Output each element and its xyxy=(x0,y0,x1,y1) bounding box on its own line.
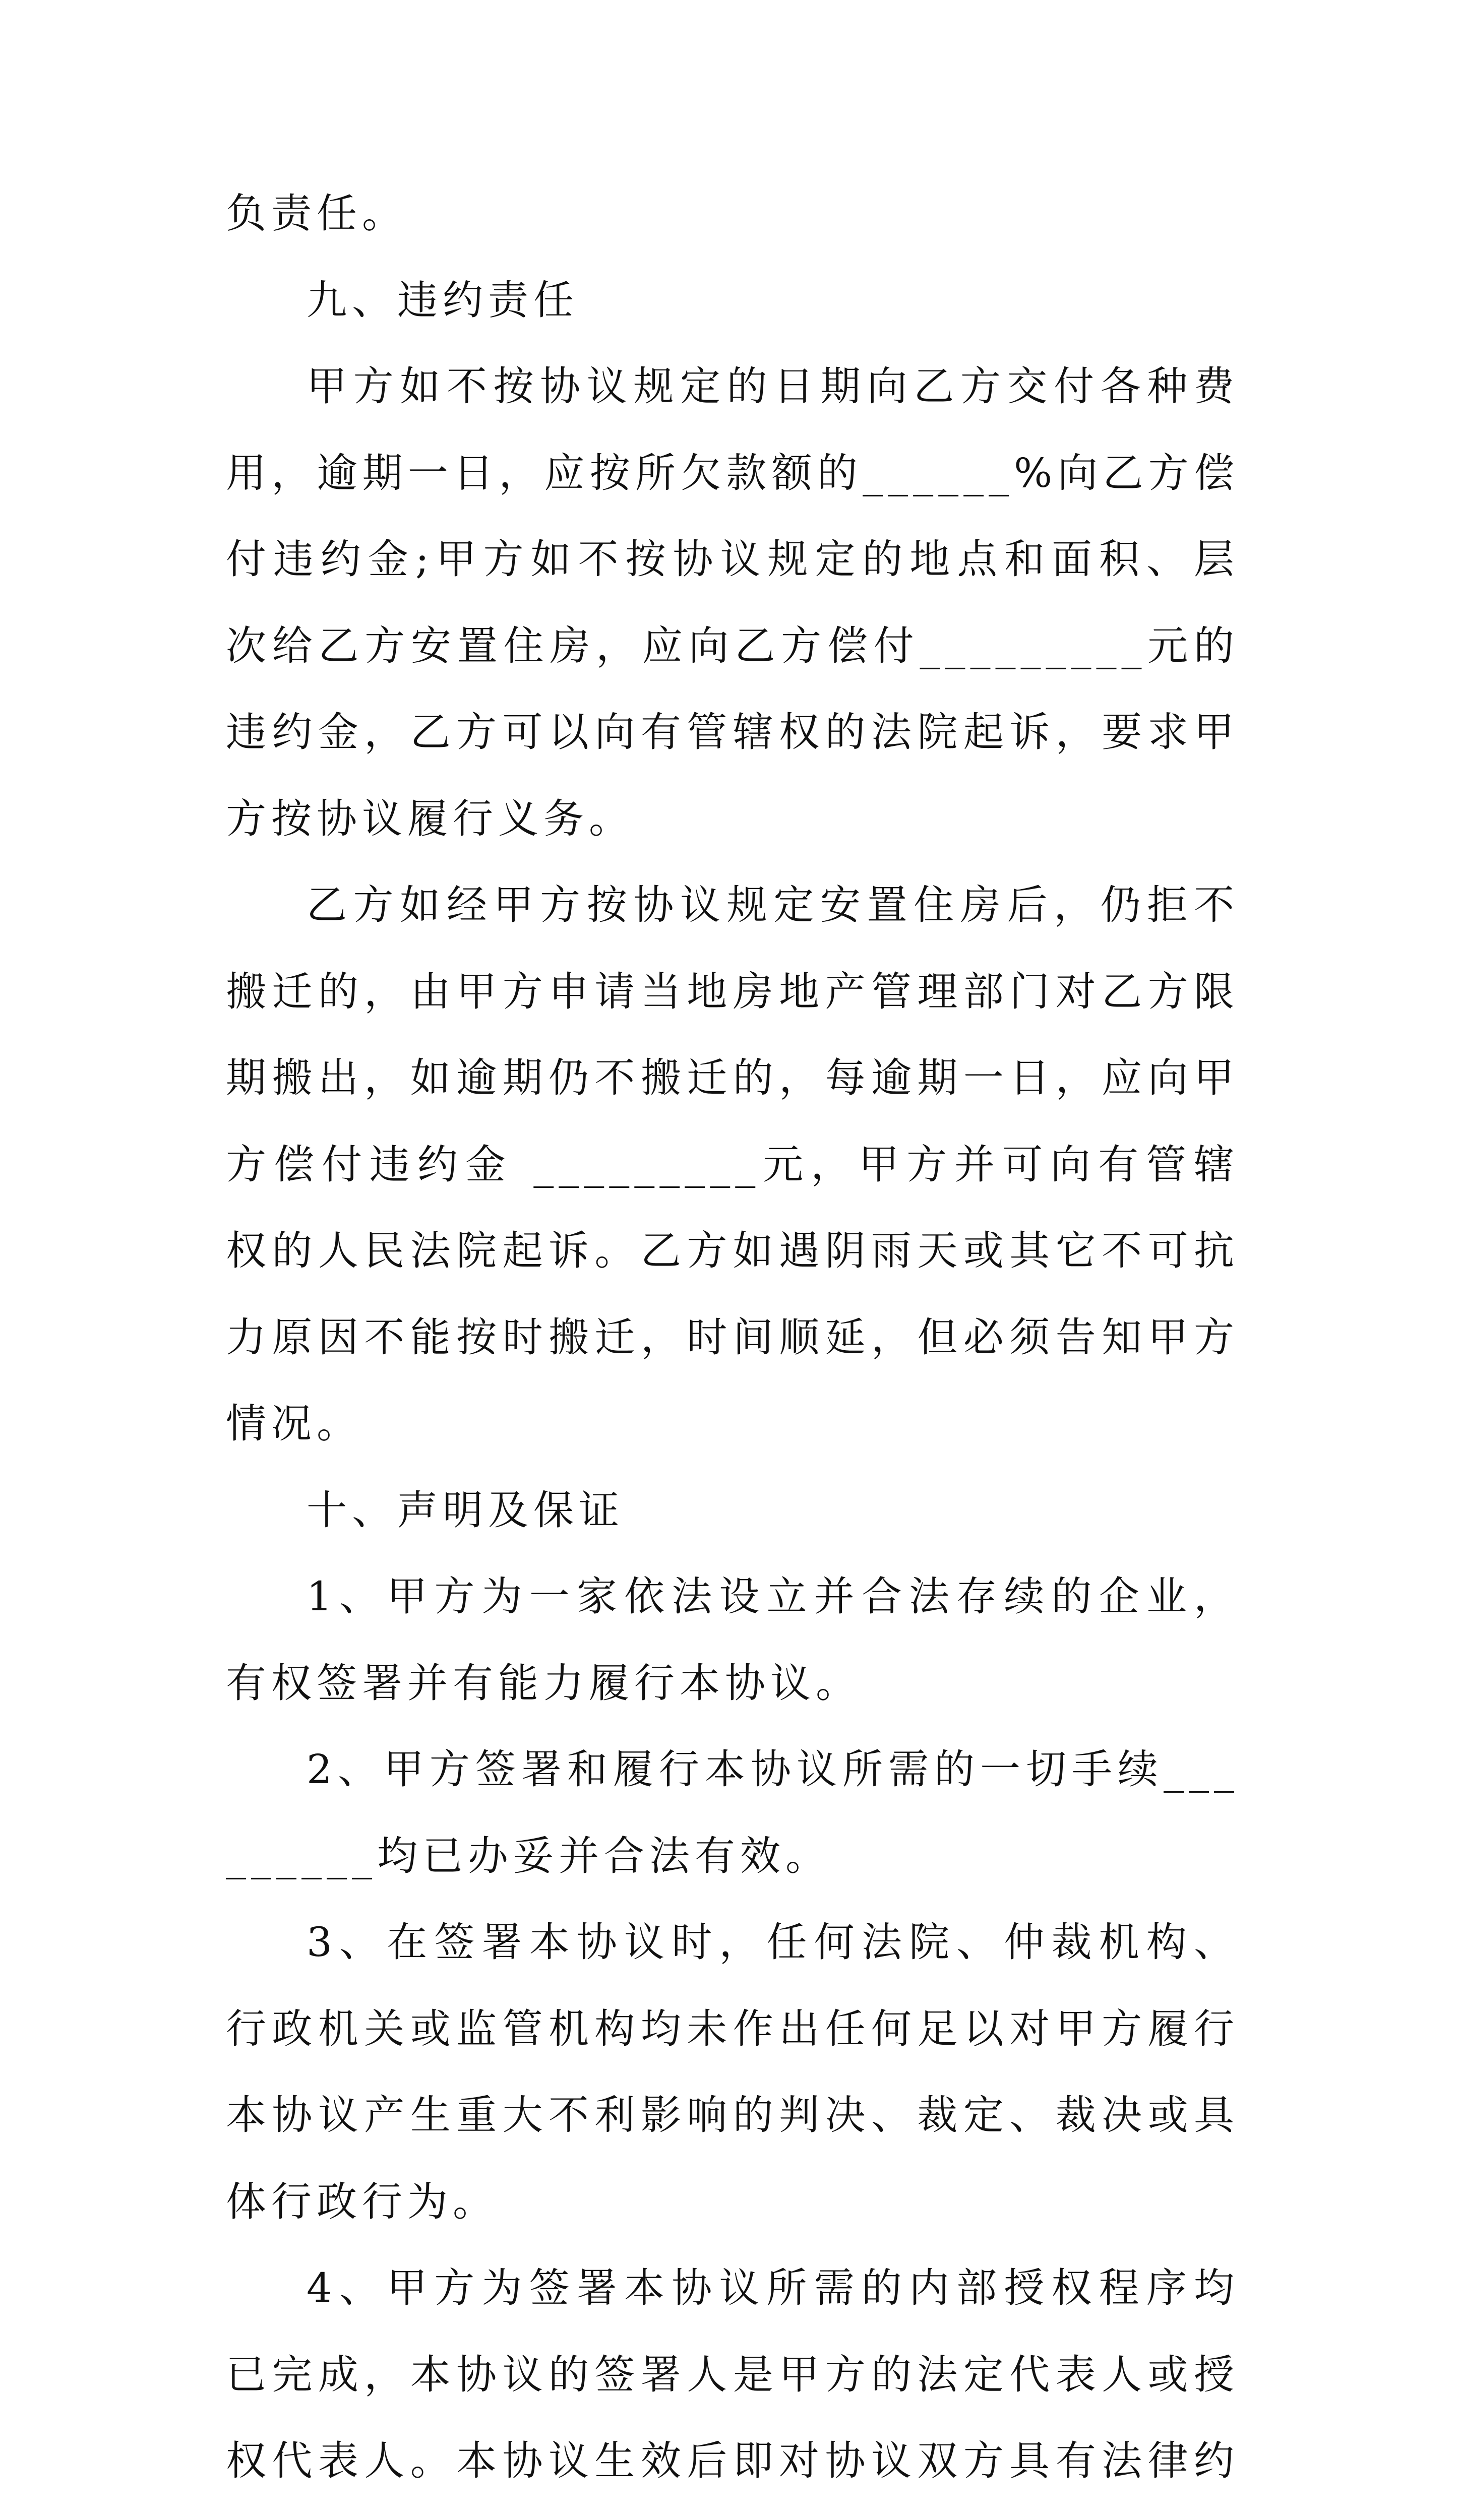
document-body xyxy=(226,170,1239,2520)
clause-item-2: 2、甲方签署和履行本协议所需的一切手续_________均已办妥并合法有效。 xyxy=(226,1746,1239,1879)
clause-item-4: 4、甲方为签署本协议所需的内部授权程序均已完成，本协议的签署人是甲方的法定代表人或授权代表人。本协议生效后即对协议双方具有法律约 xyxy=(226,2264,1239,2484)
section-heading-breach-liability: 九、违约责任 xyxy=(307,276,579,324)
section-heading-representations: 十、声明及保证 xyxy=(307,1486,624,1534)
clause-item-3: 3、在签署本协议时，任何法院、仲裁机构、行政机关或监管机构均未作出任何足以对甲方履行本协议产生重大不利影响的判决、裁定、裁决或具体行政行为。 xyxy=(226,1919,1239,2225)
clause-item-1: 1、甲方为一家依法设立并合法存续的企业，有权签署并有能力履行本协议。 xyxy=(226,1573,1239,1707)
paragraph-party-b-penalty: 乙方如经甲方按协议规定安置住房后，仍拒不搬迁的，由甲方申请当地房地产管理部门对乙方限期搬出，如逾期仍不搬迁的，每逾期一日，应向甲方偿付违约金 _________元，甲方并可向有管辖权的人民法院起诉。乙方如遇阴雨天或其它不可抗力原因不能按时搬迁，时间顺延，但必须告知甲方情况。 xyxy=(226,881,1239,1447)
paragraph-party-a-penalty: 甲方如不按协议规定的日期向乙方交付各种费用，逾期一日，应按所欠款额的______%向乙方偿付违约金;甲方如不按协议规定的地点和面积、层次给乙方安置住房，应向乙方偿付_________元的违约金，乙方可以向有管辖权的法院起诉，要求甲方按协议履行义务。 xyxy=(226,363,1239,842)
paragraph-continuation: 负责任。 xyxy=(226,190,407,237)
